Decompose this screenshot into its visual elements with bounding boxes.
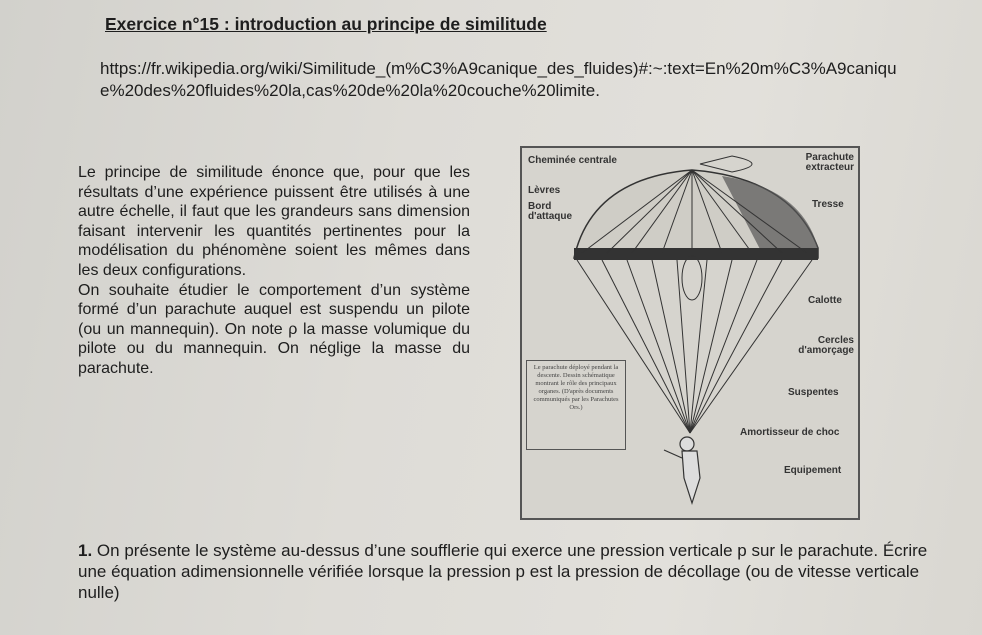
intro-text xyxy=(78,163,470,379)
label-extracteur: Parachute extracteur xyxy=(805,152,854,173)
label-cheminee: Cheminée centrale xyxy=(528,155,617,166)
exercise-title: Exercice n°15 : introduction au principe de similitude xyxy=(105,14,547,34)
label-bord: Bord d'attaque xyxy=(528,201,573,222)
principle-paragraph: Le principe de similitude énonce que, pour que les résultats d’une expérience puissent être utilisés à une autre échelle, il faut que les grandeurs sans dimension faisant intervenir les quantités pertinentes pour la modélisation du phénomène soient les mêmes dans les deux configurations. xyxy=(78,164,470,279)
parachute-drawing xyxy=(522,148,858,518)
label-equipement: Equipement xyxy=(784,465,842,476)
question-text: On présente le système au-dessus d’une soufflerie qui exerce une pression verticale p sur le parachute. Écrire une équation adimensionnelle vérifiée lorsque la pression p est la pression de décollage (ou de vitesse verticale nulle) xyxy=(78,541,928,602)
label-levres: Lèvres xyxy=(528,185,561,196)
label-cercles: Cercles d'amorçage xyxy=(798,335,854,356)
label-calotte: Calotte xyxy=(808,295,842,306)
question-number: 1. xyxy=(78,541,93,560)
label-amortisseur: Amortisseur de choc xyxy=(740,427,840,438)
question-1 xyxy=(78,540,938,603)
label-tresse: Tresse xyxy=(812,199,844,210)
label-suspentes: Suspentes xyxy=(788,387,839,398)
figure-caption: Le parachute déployé pendant la descente. Dessin schématique montrant le rôle des principaux organes. (D'après documents communiqués par les Parachutes Ors.) xyxy=(526,360,626,450)
system-paragraph: On souhaite étudier le comportement d’un système formé d’un parachute auquel est suspendu un pilote (ou un mannequin). On note ρ la masse volumique du pilote ou du mannequin. On néglige la masse du parachute. xyxy=(78,281,470,377)
source-url: https://fr.wikipedia.org/wiki/Similitude_(m%C3%A9canique_des_fluides)#:~:text=En%20m%C3%A9canique%20des%20fluides%20la,cas%20de%20la%20couche%20limite. xyxy=(100,59,897,100)
parachute-figure xyxy=(520,146,860,520)
